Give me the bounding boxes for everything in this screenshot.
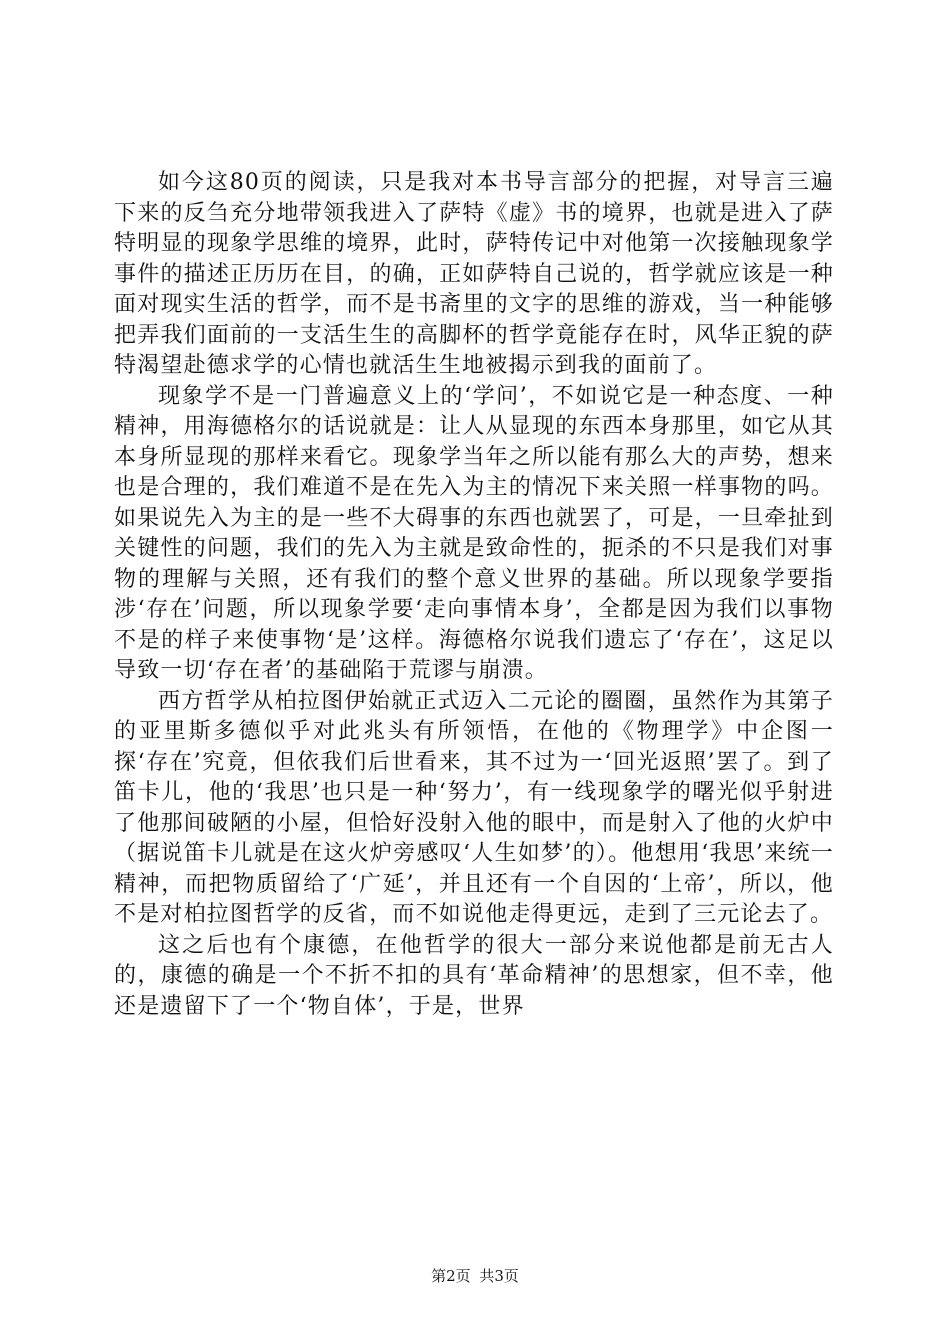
paragraph-1: 如今这80页的阅读，只是我对本书导言部分的把握，对导言三遍下来的反刍充分地带领我进入了萨特《虚》书的境界，也就是进入了萨特明显的现象学思维的境界，此时，萨特传记中对他第一次接触现象学事件的描述正历历在目，的确，正如萨特自己说的，哲学就应该是一种面对现实生活的哲学，而不是书斋里的文字的思维的游戏，当一种能够把弄我们面前的一支活生生的高脚杯的哲学竟能存在时，风华正貌的萨特渴望赴德求学的心情也就活生生地被揭示到我的面前了。 — [114, 170, 834, 378]
page-number-total: 共3页 — [479, 1267, 519, 1285]
paragraph-3: 西方哲学从柏拉图伊始就正式迈入二元论的圈圈，虽然作为其第子的亚里斯多德似乎对此兆头有所领悟，在他的《物理学》中企图一探‘存在’究竟，但依我们后世看来，其不过为一‘回光返照’罢了。到了笛卡儿，他的‘我思’也只是一种‘努力’，有一线现象学的曙光似乎射进了他那间破陋的小屋，但恰好没射入他的眼中，而是射入了他的火炉中（据说笛卡儿就是在这火炉旁感叹‘人生如梦’的）。他想用‘我思’来统一精神，而把物质留给了‘广延’，并且还有一个自因的‘上帝’，所以，他不是对柏拉图哲学的反省，而不如说他走得更远，走到了三元论去了。 — [114, 688, 834, 927]
page-number-current: 第2页 — [431, 1267, 471, 1285]
paragraph-4: 这之后也有个康德，在他哲学的很大一部分来说他都是前无古人的，康德的确是一个不折不扣的具有‘革命精神’的思想家，但不幸，他还是遗留下了一个‘物自体’，于是，世界 — [114, 932, 834, 1019]
paragraph-2: 现象学不是一门普遍意义上的‘学问’，不如说它是一种态度、一种精神，用海德格尔的话说就是：让人从显现的东西本身那里，如它从其本身所显现的那样来看它。现象学当年之所以能有那么大的声势，想来也是合理的，我们难道不是在先入为主的情况下来关照一样事物的吗。如果说先入为主的是一些不大碍事的东西也就罢了，可是，一旦牵扯到关键性的问题，我们的先入为主就是致命性的，扼杀的不只是我们对事物的理解与关照，还有我们的整个意义世界的基础。所以现象学要指涉‘存在’问题，所以现象学要‘走向事情本身’，全都是因为我们以事物不是的样子来使事物‘是’这样。海德格尔说我们遗忘了‘存在’，这足以导致一切‘存在者’的基础陷于荒谬与崩溃。 — [114, 383, 834, 683]
page-footer — [0, 1266, 950, 1286]
document-body — [114, 168, 834, 1022]
